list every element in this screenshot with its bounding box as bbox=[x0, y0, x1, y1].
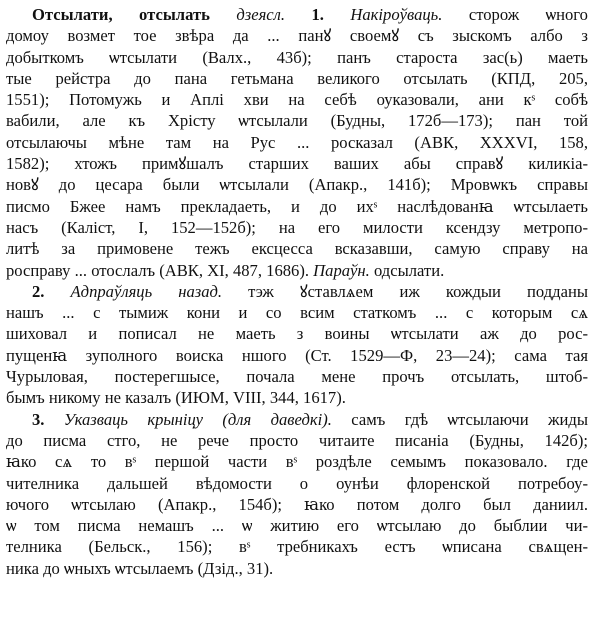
text-line: отсылаючы мѣне там на Рус ... росказал (АВК, XXXVI, 158, bbox=[6, 132, 588, 152]
text-line: добыткомъ ѡтсылати (Валх., 43б); панъ староста зас(ь) маеть bbox=[6, 47, 588, 67]
text-line: самъ гдѣ ѡтсылаючи жиды bbox=[331, 409, 588, 429]
text-line: ника до ѡныхъ ѡтсылаемъ (Дзід., 31). bbox=[6, 558, 274, 578]
text-line: писмо Бжее намъ прекладаеть, и до ихˢ наслѣдованꙗ ѡтсылаеть bbox=[6, 196, 588, 216]
sense-3-first-line bbox=[6, 409, 588, 430]
text-line: нашъ ... с тымиж кони и со всим статкомъ ... с которым сѧ bbox=[6, 303, 588, 323]
text-line: бымъ никому не казалъ (ИЮМ, VIII, 344, 1617). bbox=[6, 388, 346, 408]
text-line: 1551); Потомужь и Аплі хви на себѣ оуказовали, ани кˢ собѣ bbox=[6, 90, 588, 110]
sense-number: 1. bbox=[311, 5, 324, 24]
text-line: телника (Бельск., 156); вˢ требникахъ естъ ѡписана свѧщен- bbox=[6, 537, 588, 557]
sense-number: 3. bbox=[32, 409, 45, 429]
cf-text: одсылати. bbox=[369, 260, 445, 280]
text-line: до писма стго, не рече просто читаите писаніа (Будны, 142б); bbox=[6, 430, 588, 450]
text-line: домоу возмет тое звѣра да ... панꙋ своемꙋ съ зыскомъ албо з bbox=[6, 26, 588, 46]
part-of-speech: дзеясл. bbox=[236, 5, 286, 24]
text-line: ꙗко сѧ то вˢ першой части вˢ роздѣле семымъ показовало. где bbox=[6, 452, 588, 472]
entry-first-line bbox=[6, 4, 588, 25]
text-line: ючого ѡтсылаю (Апакр., 154б); ꙗко потом долго был даниил. bbox=[6, 494, 588, 514]
text-line: тэж ꙋставлѧем иж кождыи подданы bbox=[222, 281, 588, 301]
text-line: росправу ... отослалъ (АВК, XI, 487, 1686). bbox=[6, 260, 310, 280]
sense-2-first-line bbox=[6, 281, 588, 302]
text-line-with-cf bbox=[6, 260, 588, 281]
sense-number: 2. bbox=[32, 281, 45, 301]
text-line: новꙋ до цесара были ѡтсылали (Апакр., 141б); Мровѡкъ справы bbox=[6, 175, 588, 195]
text-line: тые рейстра до пана гетьмана великого отсылать (КПД, 205, bbox=[6, 68, 588, 88]
text-line: сторож ѡного bbox=[442, 5, 588, 24]
text-line: Чурыловая, постерегшысе, почала мене прочъ отсылать, штоб- bbox=[6, 367, 588, 387]
text-line: литѣ за примовене тежъ ексцесса всказавши, самую справу на bbox=[6, 239, 588, 259]
sense-definition: Указваць крыніцу (для даведкі). bbox=[63, 409, 332, 429]
text-line: шиховал и пописал не маеть з воины ѡтсылати аж до рос- bbox=[6, 324, 588, 344]
text-line: вабили, але къ Хрісту ѡтсылали (Будны, 172б—173); пан той bbox=[6, 111, 588, 131]
text-line: ѡ том писма немашъ ... ѡ житию его ѡтсылаю до быблии чи- bbox=[6, 516, 588, 536]
text-line: чителника дальшей вѣдомости о оунѣи флоренской потребоу- bbox=[6, 473, 588, 493]
text-line: пущенꙗ зуполного воиска ншого (Ст. 1529—Ф, 23—24); сама тая bbox=[6, 345, 588, 365]
cf-label: Параўн. bbox=[313, 260, 370, 280]
text-line: 1582); хтожъ примꙋшалъ старших ваших абы справꙋ киликіа- bbox=[6, 154, 588, 174]
headword: Отсылати, отсылать bbox=[32, 5, 210, 24]
sense-definition: Адпраўляць назад. bbox=[70, 281, 223, 301]
sense-definition: Накіроўваць. bbox=[350, 5, 443, 24]
text-line: насъ (Каліст, І, 152—152б); на его милости ксендзу метропо- bbox=[6, 217, 588, 237]
